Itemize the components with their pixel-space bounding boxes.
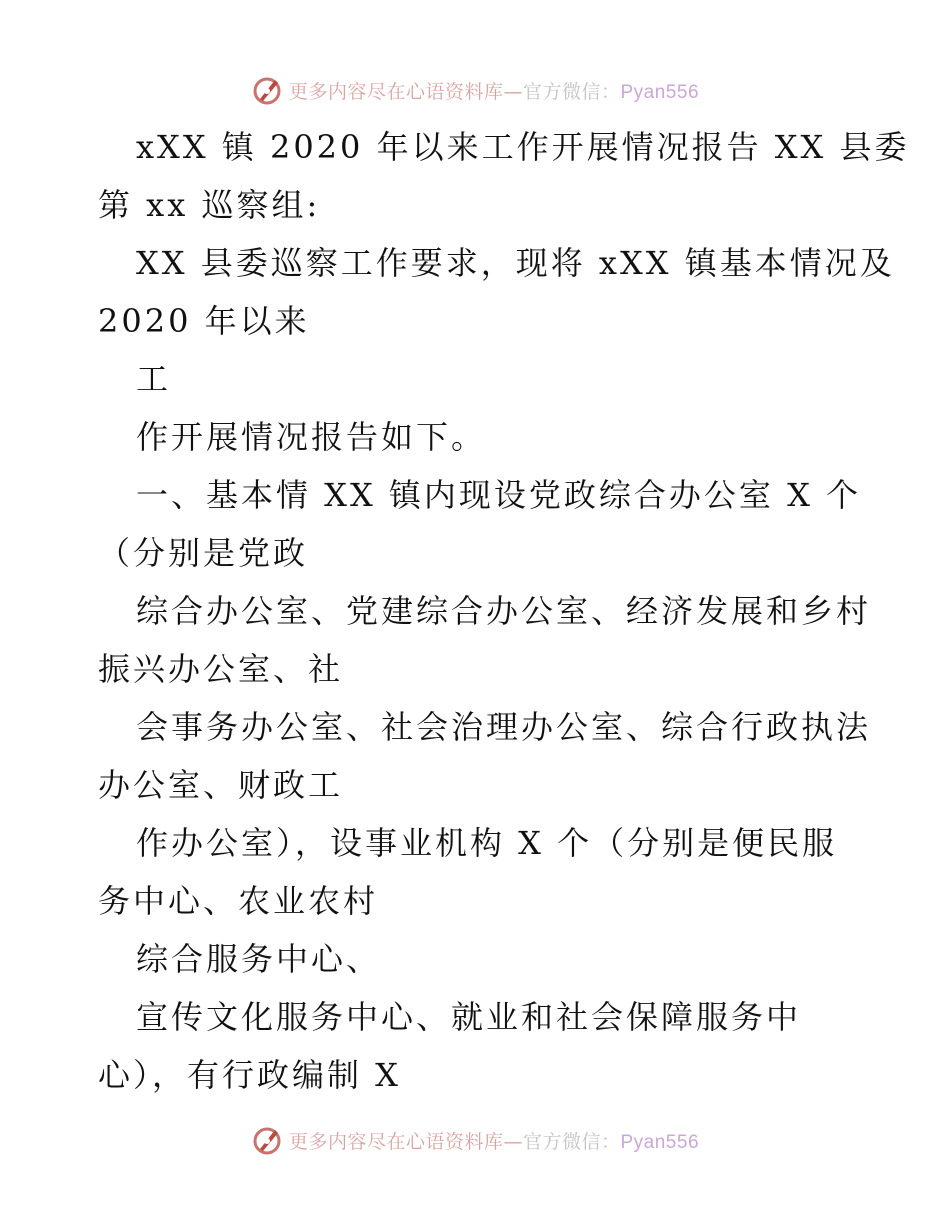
document-line: 第 xx 巡察组: [98,186,321,224]
document-body [98,118,910,1104]
document-line: 会事务办公室、社会治理办公室、综合行政执法 [136,708,872,746]
document-line: XX 县委巡察工作要求，现将 xXX 镇基本情况及 [136,244,895,282]
header-wechat-id: Pyan556 [620,81,700,103]
footer-site-text: 更多内容尽在心语资料库 [288,1130,504,1153]
document-line: xXX 镇 2020 年以来工作开展情况报告 XX 县委 [136,128,910,166]
footer-banner-text [289,1127,699,1154]
document-line: 一、基本情 XX 镇内现设党政综合办公室 X 个 [136,476,862,514]
document-line: 综合服务中心、 [136,940,382,978]
footer-wechat-label: 官方微信： [522,1130,621,1153]
header-banner-text [289,77,699,104]
document-line: 务中心、农业农村 [98,882,379,920]
footer-dash: — [503,1130,523,1153]
document-line: 办公室、财政工 [98,766,344,804]
footer-watermark-banner [0,1120,950,1160]
document-line: 工 [136,360,172,398]
document-line: 作开展情况报告如下。 [136,418,487,456]
document-line: （分别是党政 [98,534,309,572]
quill-logo-icon [251,1124,283,1156]
document-line: 2020 年以来 [98,302,310,340]
header-site-text: 更多内容尽在心语资料库 [288,80,504,103]
header-wechat-label: 官方微信： [522,80,621,103]
quill-logo-icon [251,74,283,106]
header-watermark-banner [0,70,950,110]
document-line: 综合办公室、党建综合办公室、经济发展和乡村 [136,592,872,630]
footer-wechat-id: Pyan556 [620,1131,700,1153]
document-line: 振兴办公室、社 [98,650,344,688]
header-dash: — [503,80,523,103]
document-line: 宣传文化服务中心、就业和社会保障服务中 [136,998,802,1036]
document-line: 心），有行政编制 X [98,1056,401,1094]
document-line: 作办公室），设事业机构 X 个（分别是便民服 [136,824,838,862]
